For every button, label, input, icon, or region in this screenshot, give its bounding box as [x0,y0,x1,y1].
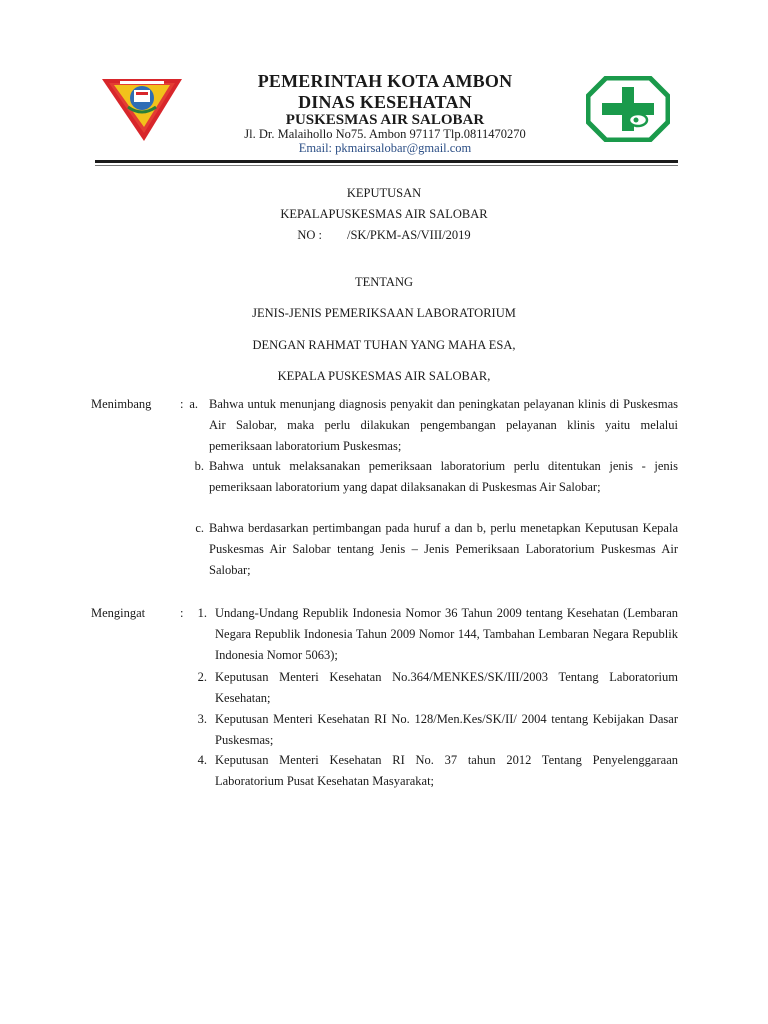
mengingat-item-text: Keputusan Menteri Kesehatan RI No. 128/Men.Kes/SK/II/ 2004 tentang Kebijakan Dasar Puskesmas; [215,712,678,747]
mengingat-marker: 2. [197,670,207,684]
mengingat-item-text: Keputusan Menteri Kesehatan No.364/MENKES/SK/III/2003 Tentang Laboratorium Kesehatan; [215,670,678,705]
mengingat-marker: 3. [197,712,207,726]
menimbang-label: Menimbang [91,397,152,411]
decree-head: KEPALA PUSKESMAS AIR SALOBAR, [277,369,491,383]
letterhead-puskesmas: PUSKESMAS AIR SALOBAR [285,112,485,128]
letterhead-government: PEMERINTAH KOTA AMBON [257,71,513,91]
menimbang-item-text: Bahwa berdasarkan pertimbangan pada huruf a dan b, perlu menetapkan Keputusan Kepala Puskesmas Air Salobar tentang Jenis – Jenis Pemeriksaan Laboratorium Puskesmas Air Salobar; [209,521,678,577]
menimbang-marker: b. [194,459,204,473]
menimbang-marker: a. [189,397,198,411]
decree-invocation: DENGAN RAHMAT TUHAN YANG MAHA ESA, [252,338,516,352]
letterhead-divider [95,160,678,163]
mengingat-item-text: Undang-Undang Republik Indonesia Nomor 36 Tahun 2009 tentang Kesehatan (Lembaran Negara Republik Indonesia Tahun 2009 Nomor 144, Tambahan Lembaran Negara Republik Indonesia Nomor 5063); [215,606,678,662]
mengingat-marker: 1. [197,606,207,620]
letterhead-department: DINAS KESEHATAN [298,92,472,112]
decree-number: NO : /SK/PKM-AS/VIII/2019 [297,228,471,242]
menimbang-marker: c. [195,521,204,535]
mengingat-label: Mengingat [91,606,146,620]
mengingat-item-text: Keputusan Menteri Kesehatan RI No. 37 tahun 2012 Tentang Penyelenggaraan Laboratorium Pusat Kesehatan Masyarakat; [215,753,678,788]
letterhead-email[interactable]: Email: pkmairsalobar@gmail.com [298,141,472,155]
menimbang-colon: : [180,397,184,411]
decree-subject: JENIS-JENIS PEMERIKSAAN LABORATORIUM [252,306,516,320]
letterhead-divider-thin [95,165,678,166]
menimbang-item-text: Bahwa untuk melaksanakan pemeriksaan laboratorium perlu ditentukan jenis - jenis pemeriksaan laboratorium yang dapat dilaksanakan di Puskesmas Air Salobar; [209,459,678,494]
decree-issuer: KEPALAPUSKESMAS AIR SALOBAR [280,207,488,221]
kemenkes-cross-logo-icon [586,76,670,142]
menimbang-item-text: Bahwa untuk menunjang diagnosis penyakit dan peningkatan pelayanan klinis di Puskesmas Air Salobar, maka perlu dilakukan pengembangan pelayanan klinis yaitu melalui pemeriksaan laboratorium Puskesmas; [209,397,678,453]
letterhead-address: Jl. Dr. Malaihollo No75. Ambon 97117 Tlp.0811470270 [244,127,526,141]
ambon-city-emblem-icon [100,73,184,143]
mengingat-colon: : [180,606,184,620]
mengingat-marker: 4. [197,753,207,767]
decree-about: TENTANG [354,275,413,289]
decree-title: KEPUTUSAN [346,186,422,200]
